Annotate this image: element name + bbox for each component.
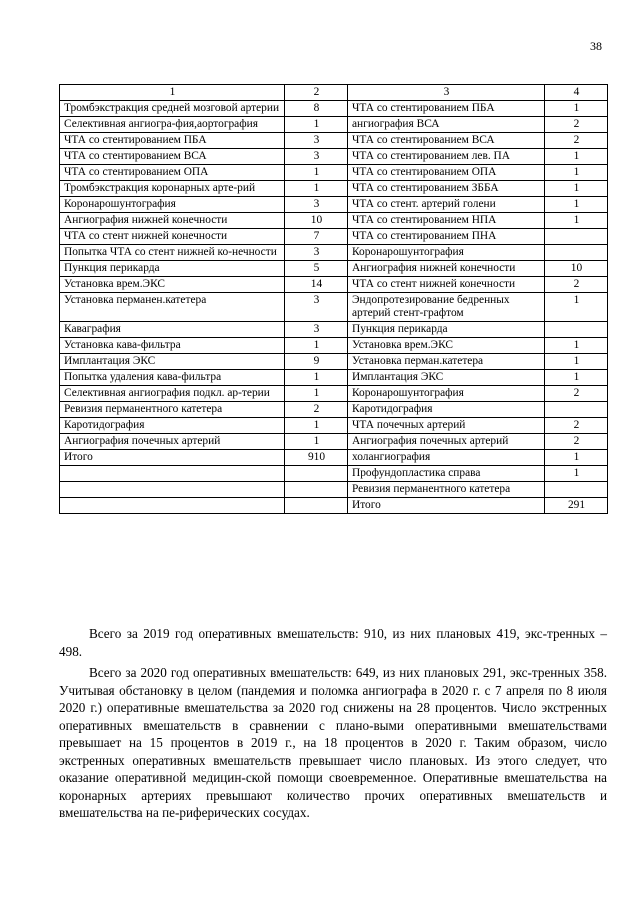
table-row	[60, 101, 608, 117]
body-text	[59, 625, 607, 826]
table-cell-col-4: 2	[545, 277, 608, 293]
header-cell-3: 3	[348, 85, 545, 101]
table-row	[60, 197, 608, 213]
table-cell-col-1: Ангиография нижней конечности	[60, 213, 285, 229]
table-cell-col-4: 1	[545, 354, 608, 370]
table-cell-col-3: Установка врем.ЭКС	[348, 338, 545, 354]
table-cell-col-2: 3	[285, 149, 348, 165]
table-row	[60, 434, 608, 450]
table-cell-col-2: 1	[285, 418, 348, 434]
table-cell-col-4: 1	[545, 165, 608, 181]
table-row	[60, 277, 608, 293]
table-cell-col-2	[285, 498, 348, 514]
table-row	[60, 450, 608, 466]
table-cell-col-2: 1	[285, 386, 348, 402]
table-cell-col-4: 1	[545, 450, 608, 466]
table-cell-col-4: 2	[545, 117, 608, 133]
table-cell-col-2: 3	[285, 133, 348, 149]
table-cell-col-3: ЧТА со стент нижней конечности	[348, 277, 545, 293]
table-cell-col-2	[285, 466, 348, 482]
table-cell-col-2	[285, 482, 348, 498]
table-cell-col-1: Ревизия перманентного катетера	[60, 402, 285, 418]
table-cell-col-2: 1	[285, 338, 348, 354]
table-cell-col-4: 1	[545, 101, 608, 117]
table-cell-col-1: ЧТА со стент нижней конечности	[60, 229, 285, 245]
table-cell-col-2: 1	[285, 434, 348, 450]
table-cell-col-2: 9	[285, 354, 348, 370]
header-cell-4: 4	[545, 85, 608, 101]
table-row	[60, 245, 608, 261]
table-cell-col-1: Установка врем.ЭКС	[60, 277, 285, 293]
table-cell-col-4	[545, 482, 608, 498]
table-row	[60, 261, 608, 277]
table-cell-col-3: холангиография	[348, 450, 545, 466]
table-cell-col-1: Попытка ЧТА со стент нижней ко-нечности	[60, 245, 285, 261]
table-row	[60, 386, 608, 402]
table-cell-col-4: 1	[545, 466, 608, 482]
table-cell-col-2: 1	[285, 181, 348, 197]
table-cell-col-1: Селективная ангиография подкл. ар-терии	[60, 386, 285, 402]
table-cell-col-4: 1	[545, 181, 608, 197]
table-row	[60, 418, 608, 434]
table-cell-col-4: 2	[545, 434, 608, 450]
table-cell-col-3: ЧТА со стентированием ВСА	[348, 133, 545, 149]
table-cell-col-4: 2	[545, 386, 608, 402]
paragraph-2019-summary: Всего за 2019 год оперативных вмешательств: 910, из них плановых 419, экс-тренных – 498.	[59, 626, 607, 659]
table-cell-col-4: 2	[545, 133, 608, 149]
table-cell-col-4: 291	[545, 498, 608, 514]
table-cell-col-1: Имплантация ЭКС	[60, 354, 285, 370]
table-cell-col-3: Эндопротезирование бедренных артерий стент-графтом	[348, 293, 545, 322]
table-cell-col-3: ЧТА со стентированием ЗББА	[348, 181, 545, 197]
table-row	[60, 402, 608, 418]
table-cell-col-3: ЧТА со стентированием ОПА	[348, 165, 545, 181]
table-row	[60, 149, 608, 165]
table-cell-col-1: Коронарошунтография	[60, 197, 285, 213]
table-cell-col-3: ЧТА почечных артерий	[348, 418, 545, 434]
table-cell-col-1: Ангиография почечных артерий	[60, 434, 285, 450]
table-cell-col-1: Каротидография	[60, 418, 285, 434]
table-row	[60, 117, 608, 133]
table-cell-col-1: Пункция перикарда	[60, 261, 285, 277]
table-cell-col-3: Каротидография	[348, 402, 545, 418]
table-cell-col-2: 3	[285, 322, 348, 338]
table-cell-col-2: 2	[285, 402, 348, 418]
table-cell-col-3: ЧТА со стентированием лев. ПА	[348, 149, 545, 165]
table-cell-col-1: Установка кава-фильтра	[60, 338, 285, 354]
table-row	[60, 229, 608, 245]
table-cell-col-3: Коронарошунтография	[348, 386, 545, 402]
table-row	[60, 498, 608, 514]
table-cell-col-3: Ангиография нижней конечности	[348, 261, 545, 277]
table-cell-col-2: 8	[285, 101, 348, 117]
table-row	[60, 213, 608, 229]
table-cell-col-4	[545, 322, 608, 338]
table-cell-col-4: 1	[545, 370, 608, 386]
table-cell-col-2: 14	[285, 277, 348, 293]
table-cell-col-1: Попытка удаления кава-фильтра	[60, 370, 285, 386]
table-cell-col-1	[60, 498, 285, 514]
table-row	[60, 482, 608, 498]
table-cell-col-3: ЧТА со стентированием НПА	[348, 213, 545, 229]
table-cell-col-2: 910	[285, 450, 348, 466]
table-cell-col-1: Тромбэкстракция коронарных арте-рий	[60, 181, 285, 197]
table-row	[60, 133, 608, 149]
table-cell-col-1: ЧТА со стентированием ОПА	[60, 165, 285, 181]
table-row	[60, 338, 608, 354]
table-cell-col-2: 5	[285, 261, 348, 277]
table-cell-col-3: Итого	[348, 498, 545, 514]
table-cell-col-4	[545, 229, 608, 245]
table-row	[60, 466, 608, 482]
table-cell-col-3: Профундопластика справа	[348, 466, 545, 482]
page-number: 38	[590, 39, 602, 53]
table-row	[60, 181, 608, 197]
table-cell-col-3: Пункция перикарда	[348, 322, 545, 338]
table-cell-col-2: 1	[285, 117, 348, 133]
table-cell-col-1: ЧТА со стентированием ПБА	[60, 133, 285, 149]
table-cell-col-2: 3	[285, 293, 348, 322]
table-cell-col-4: 1	[545, 293, 608, 322]
table-cell-col-4: 1	[545, 197, 608, 213]
table-cell-col-2: 3	[285, 197, 348, 213]
table-cell-col-4: 1	[545, 338, 608, 354]
table-cell-col-4: 2	[545, 418, 608, 434]
procedures-table-body	[60, 85, 608, 514]
table-cell-col-3: Коронарошунтография	[348, 245, 545, 261]
table-cell-col-3: ангиография ВСА	[348, 117, 545, 133]
table-cell-col-3: Ревизия перманентного катетера	[348, 482, 545, 498]
table-row	[60, 370, 608, 386]
header-cell-2: 2	[285, 85, 348, 101]
table-cell-col-1	[60, 466, 285, 482]
table-cell-col-1: Установка перманен.катетера	[60, 293, 285, 322]
table-cell-col-1: Итого	[60, 450, 285, 466]
procedures-table	[59, 84, 608, 514]
table-cell-col-3: ЧТА со стентированием ПБА	[348, 101, 545, 117]
table-row	[60, 322, 608, 338]
table-cell-col-3: ЧТА со стент. артерий голени	[348, 197, 545, 213]
table-cell-col-3: Имплантация ЭКС	[348, 370, 545, 386]
table-header-row	[60, 85, 608, 101]
table-cell-col-3: Ангиография почечных артерий	[348, 434, 545, 450]
table-cell-col-4: 1	[545, 213, 608, 229]
table-cell-col-4: 10	[545, 261, 608, 277]
table-cell-col-1: Селективная ангиогра-фия,аортография	[60, 117, 285, 133]
table-cell-col-2: 10	[285, 213, 348, 229]
table-row	[60, 293, 608, 322]
table-cell-col-1	[60, 482, 285, 498]
paragraph-2020-summary: Всего за 2020 год оперативных вмешательств: 649, из них плановых 291, экс-тренных 358. Учитывая обстановку в целом (пандемия и поломка ангиографа в 2020 г. с 7 апреля по 8 июля 2020 г.) оперативные вмешательства за 2020 год снижены на 28 процентов. Число экстренных оперативных вмешательств в сравнении с плано-выми оперативными вмешательствами превышает на 15 процентов в 2019 г., на 18 процентов в 2020 г. Таким образом, число экстренных оперативных вмешательств превышает число плановых. Из этого следует, что оказание оперативной медицин-ской помощи своевременное. Оперативные вмешательства на коронарных артериях превышают количество прочих оперативных вмешательств и вмешательства на пе-риферических сосудах.	[59, 665, 607, 820]
table-row	[60, 354, 608, 370]
table-cell-col-2: 1	[285, 370, 348, 386]
table-cell-col-2: 7	[285, 229, 348, 245]
table-cell-col-3: ЧТА со стентированием ПНА	[348, 229, 545, 245]
table-row	[60, 165, 608, 181]
table-cell-col-3: Установка перман.катетера	[348, 354, 545, 370]
table-cell-col-2: 1	[285, 165, 348, 181]
table-cell-col-2: 3	[285, 245, 348, 261]
header-cell-1: 1	[60, 85, 285, 101]
table-cell-col-1: ЧТА со стентированием ВСА	[60, 149, 285, 165]
table-cell-col-4	[545, 245, 608, 261]
table-cell-col-4: 1	[545, 149, 608, 165]
table-cell-col-1: Тромбэкстракция средней мозговой артерии	[60, 101, 285, 117]
table-cell-col-1: Каваграфия	[60, 322, 285, 338]
table-cell-col-4	[545, 402, 608, 418]
